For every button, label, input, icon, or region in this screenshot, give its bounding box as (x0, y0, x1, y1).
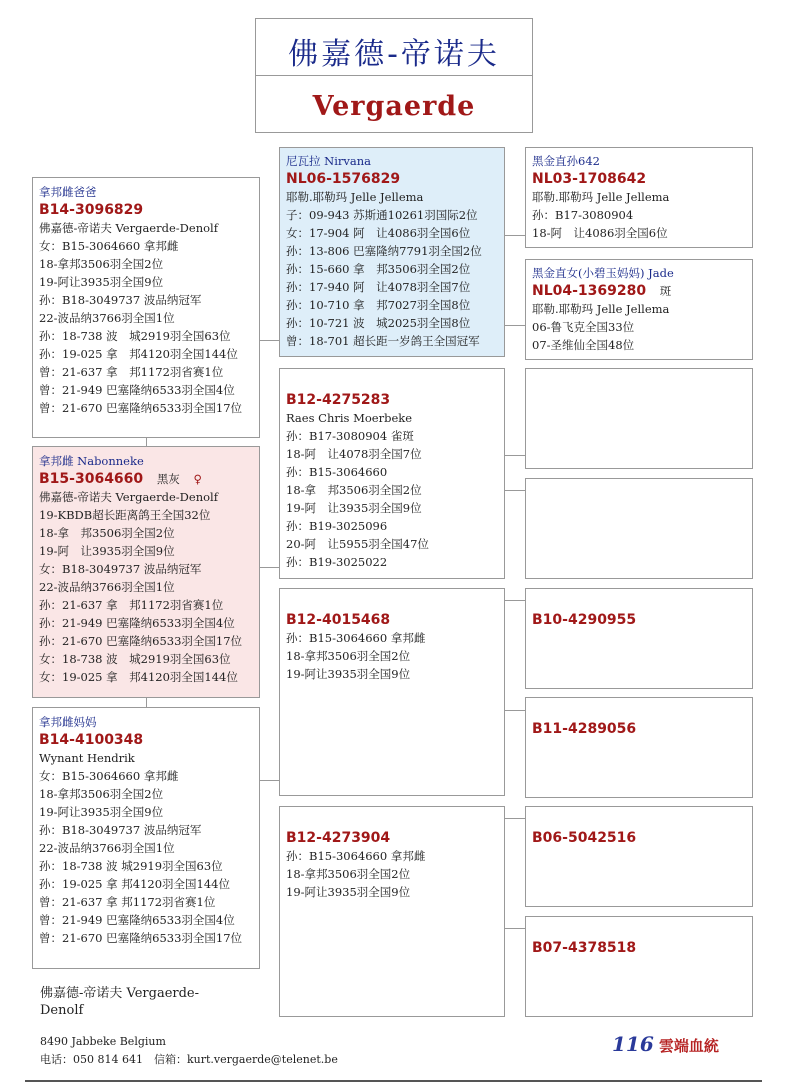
dam-line: Wynant Hendrik (39, 751, 135, 765)
subject-line: 18-拿 邦3506羽全国2位 (39, 526, 175, 540)
title-divider (256, 75, 532, 76)
sire-line: 孙：19-025 拿 邦4120羽全国144位 (39, 347, 238, 361)
dam-line: 女：B15-3064660 拿邦雌 (39, 769, 179, 783)
sire-sire-line: 女：17-904 阿 让4086羽全国6位 (286, 226, 471, 240)
breeder-name (40, 985, 199, 1019)
ggp1-card (525, 147, 753, 248)
subject-line: 19-KBDB超长距离鸽王全国32位 (39, 508, 211, 522)
connector-line (259, 567, 280, 568)
sire-dam-line: Raes Chris Moerbeke (286, 411, 413, 425)
subject-line: 22-波品纳3766羽全国1位 (39, 580, 175, 594)
dam-dam-line: 18-拿邦3506羽全国2位 (286, 867, 411, 881)
sire-sire-line: 孙：10-721 波 城2025羽全国8位 (286, 316, 471, 330)
subject-sex: ♀ (193, 472, 202, 486)
ggp1-line: 18-阿 让4086羽全国6位 (532, 226, 668, 240)
ggp2-color: 斑 (659, 284, 672, 298)
dam-line: 18-拿邦3506羽全国2位 (39, 787, 164, 801)
dam-dam-card (279, 806, 505, 1017)
sire-line: 曾：21-637 拿 邦1172羽省赛1位 (39, 365, 224, 379)
breeder-name-line2: Denolf (40, 1003, 84, 1018)
logo-text: 雲端血統 (658, 1037, 719, 1055)
sire-line: 孙：B18-3049737 波品纳冠军 (39, 293, 202, 307)
dam-line: 孙：18-738 波 城2919羽全国63位 (39, 859, 223, 873)
breeder-address: 8490 Jabbeke Belgium (40, 1035, 166, 1048)
sire-sire-line: 孙：10-710 拿 邦7027羽全国8位 (286, 298, 471, 312)
ggp1-line: 孙：B17-3080904 (532, 208, 634, 222)
connector-line (504, 710, 525, 711)
sire-sire-line: 子：09-943 苏斯通10261羽国际2位 (286, 208, 478, 222)
connector-line (504, 818, 525, 819)
sire-ring: B14-3096829 (39, 202, 144, 218)
connector-line (504, 235, 525, 236)
sire-dam-ring: B12-4275283 (286, 392, 391, 408)
connector-line (504, 455, 525, 456)
loft-title-chinese: 佛嘉德-帝诺夫 (288, 37, 500, 72)
ggp2-line: 耶勒.耶勒玛 Jelle Jellema (532, 302, 670, 316)
dam-line: 曾：21-949 巴塞隆纳6533羽全国4位 (39, 913, 235, 927)
dam-sire-line: 孙：B15-3064660 拿邦雌 (286, 631, 426, 645)
ggp4-card-empty (525, 478, 753, 579)
breeder-name-line1: 佛嘉德-帝诺夫 Vergaerde- (40, 986, 200, 1001)
ggp6-card (525, 697, 753, 798)
ggp7-ring: B06-5042516 (532, 830, 637, 846)
sire-dam-line: 孙：B15-3064660 (286, 465, 388, 479)
sire-name: 拿邦雌爸爸 (39, 185, 97, 199)
subject-card (32, 446, 260, 698)
connector-line (504, 928, 525, 929)
sire-sire-name: 尼瓦拉 Nirvana (286, 154, 372, 168)
ggp6-ring: B11-4289056 (532, 721, 637, 737)
sire-dam-line: 18-阿 让4078羽全国7位 (286, 447, 422, 461)
ggp7-card (525, 806, 753, 907)
ggp2-line: 07-圣维仙全国48位 (532, 338, 635, 352)
ggp2-card (525, 259, 753, 360)
dam-line: 孙：19-025 拿 邦4120羽全国144位 (39, 877, 230, 891)
sire-sire-line: 孙：15-660 拿 邦3506羽全国2位 (286, 262, 471, 276)
breeder-contact (40, 1033, 338, 1069)
sire-sire-line: 孙：13-806 巴塞隆纳7791羽全国2位 (286, 244, 482, 258)
ggp1-line: 耶勒.耶勒玛 Jelle Jellema (532, 190, 670, 204)
connector-line (259, 780, 280, 781)
subject-name: 拿邦雌 Nabonneke (39, 454, 144, 468)
dam-line: 曾：21-670 巴塞隆纳6533羽全国17位 (39, 931, 243, 945)
subject-line: 孙：21-670 巴塞隆纳6533羽全国17位 (39, 634, 243, 648)
sire-sire-ring: NL06-1576829 (286, 171, 401, 187)
dam-sire-line: 19-阿让3935羽全国9位 (286, 667, 411, 681)
sire-sire-line: 曾：18-701 超长距一岁鸽王全国冠军 (286, 334, 480, 348)
sire-sire-line: 孙：17-940 阿 让4078羽全国7位 (286, 280, 471, 294)
ggp8-card (525, 916, 753, 1017)
sire-dam-card (279, 368, 505, 579)
ggp5-card (525, 588, 753, 689)
connector-line (504, 490, 525, 491)
dam-sire-line: 18-拿邦3506羽全国2位 (286, 649, 411, 663)
dam-line: 孙：B18-3049737 波品纳冠军 (39, 823, 202, 837)
dam-dam-line: 19-阿让3935羽全国9位 (286, 885, 411, 899)
connector-line (504, 325, 525, 326)
sire-sire-line: 耶勒.耶勒玛 Jelle Jellema (286, 190, 424, 204)
sire-line: 曾：21-670 巴塞隆纳6533羽全国17位 (39, 401, 243, 415)
title-box (255, 18, 533, 133)
dam-name: 拿邦雌妈妈 (39, 715, 97, 729)
ggp2-ring: NL04-1369280 (532, 283, 647, 299)
sire-dam-line: 孙：B17-3080904 雀斑 (286, 429, 414, 443)
subject-line: 佛嘉德-帝诺夫 Vergaerde-Denolf (39, 490, 218, 504)
breeder-phone-email: 电话：050 814 641 信箱：kurt.vergaerde@telenet.be (40, 1053, 338, 1066)
bottom-rule (25, 1080, 762, 1082)
ggp8-ring: B07-4378518 (532, 940, 637, 956)
connector-line (146, 437, 147, 446)
ggp1-name: 黑金直孙642 (532, 154, 600, 168)
sire-line: 19-阿让3935羽全国9位 (39, 275, 164, 289)
sire-dam-line: 18-拿 邦3506羽全国2位 (286, 483, 422, 497)
ggp2-line: 06-鲁飞克全国33位 (532, 320, 635, 334)
sire-line: 女：B15-3064660 拿邦雌 (39, 239, 179, 253)
dam-line: 曾：21-637 拿 邦1172羽省赛1位 (39, 895, 216, 909)
sire-dam-line: 20-阿 让5955羽全国47位 (286, 537, 429, 551)
sire-line: 18-拿邦3506羽全国2位 (39, 257, 164, 271)
ggp5-ring: B10-4290955 (532, 612, 637, 628)
cloud-pedigree-logo (612, 1032, 719, 1056)
dam-ring: B14-4100348 (39, 732, 144, 748)
ggp3-card-empty (525, 368, 753, 469)
dam-sire-card (279, 588, 505, 796)
connector-line (259, 340, 280, 341)
dam-dam-ring: B12-4273904 (286, 830, 391, 846)
ggp2-name: 黑金直女(小碧玉妈妈) Jade (532, 266, 674, 280)
subject-ring: B15-3064660 (39, 471, 144, 487)
sire-line: 孙：18-738 波 城2919羽全国63位 (39, 329, 231, 343)
dam-line: 22-波品纳3766羽全国1位 (39, 841, 175, 855)
connector-line (504, 600, 525, 601)
sire-line: 曾：21-949 巴塞隆纳6533羽全国4位 (39, 383, 235, 397)
subject-line: 孙：21-949 巴塞隆纳6533羽全国4位 (39, 616, 235, 630)
sire-line: 佛嘉德-帝诺夫 Vergaerde-Denolf (39, 221, 218, 235)
sire-dam-line: 孙：B19-3025096 (286, 519, 388, 533)
dam-dam-line: 孙：B15-3064660 拿邦雌 (286, 849, 426, 863)
sire-card (32, 177, 260, 438)
sire-dam-line: 孙：B19-3025022 (286, 555, 388, 569)
sire-dam-line: 19-阿 让3935羽全国9位 (286, 501, 422, 515)
subject-line: 女：18-738 波 城2919羽全国63位 (39, 652, 231, 666)
ggp1-ring: NL03-1708642 (532, 171, 647, 187)
loft-title-english: Vergaerde (312, 91, 476, 122)
sire-sire-card (279, 147, 505, 357)
dam-line: 19-阿让3935羽全国9位 (39, 805, 164, 819)
subject-line: 19-阿 让3935羽全国9位 (39, 544, 175, 558)
logo-number: 116 (612, 1032, 654, 1056)
sire-line: 22-波品纳3766羽全国1位 (39, 311, 175, 325)
dam-card (32, 707, 260, 969)
subject-line: 孙：21-637 拿 邦1172羽省赛1位 (39, 598, 224, 612)
subject-color: 黑灰 (156, 472, 180, 486)
subject-line: 女：19-025 拿 邦4120羽全国144位 (39, 670, 238, 684)
connector-line (146, 697, 147, 707)
subject-line: 女：B18-3049737 波品纳冠军 (39, 562, 202, 576)
dam-sire-ring: B12-4015468 (286, 612, 391, 628)
